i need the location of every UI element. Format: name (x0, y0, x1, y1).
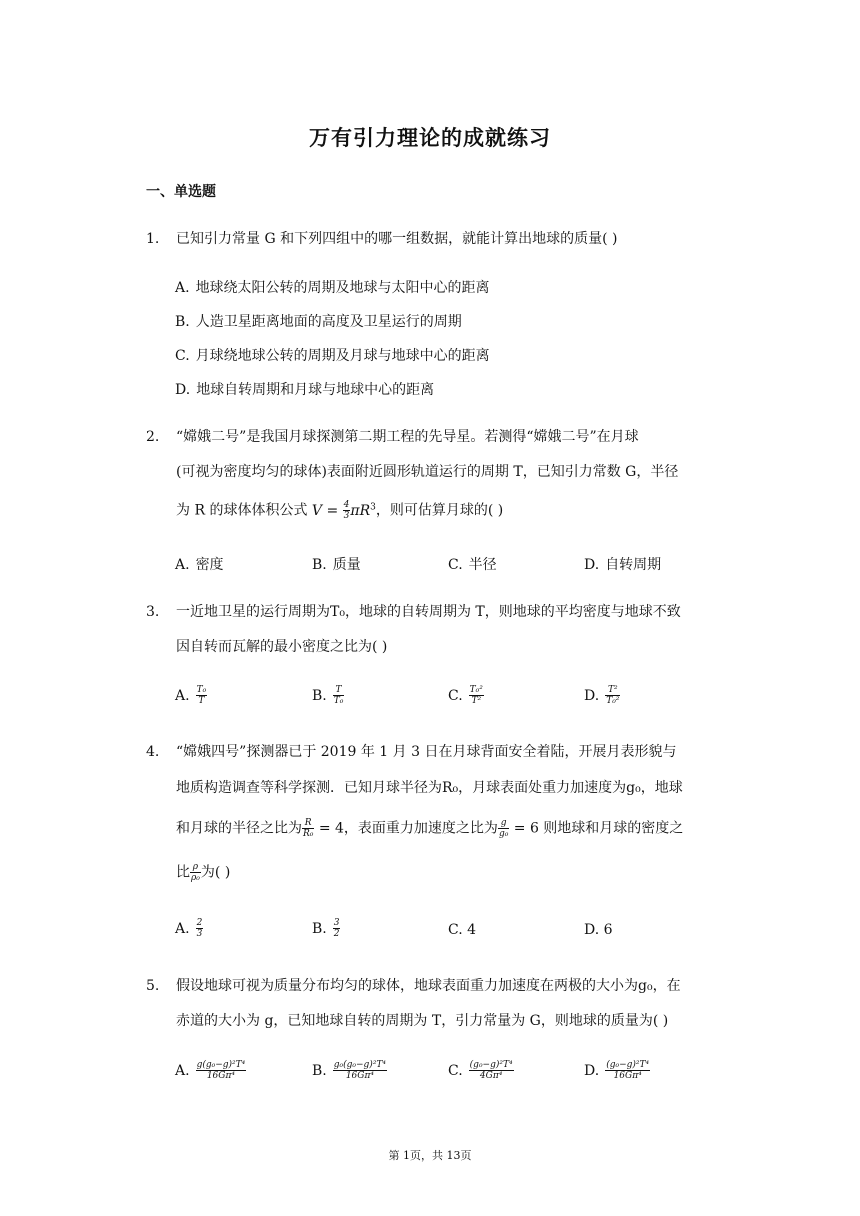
question-text: 和月球的半径之比为 $\frac{R}{\text{R₀}}$ = 4，表面重力加速度之比为 $\frac{g}{\text{g₀}}$ = 6 则地球和月球的密度之 (176, 818, 684, 839)
question-text: 为 R 的球体体积公式 V = $\frac{4}{3}$ $\pi R^3$，则可估算月球的( ) (176, 500, 504, 522)
option-d: D. 自转周期 (584, 557, 662, 573)
page-footer: 第 1页，共 13页 (388, 1149, 472, 1162)
question-text: 地质构造调查等科学探测．已知月球半径为R₀，月球表面处重力加速度为g₀，地球 (176, 780, 683, 796)
section-heading: 一、单选题 (146, 184, 216, 200)
option-b: B. $\frac{T}{\text{T₀}}$ (312, 685, 344, 706)
option-b: B. 质量 (312, 557, 361, 573)
question-text: “嫦娥二号”是我国月球探测第二期工程的先导星。若测得“嫦娥二号”在月球 (176, 429, 639, 445)
question-text: 已知引力常量 G 和下列四组中的哪一组数据，就能计算出地球的质量( ) (176, 231, 618, 247)
option-a: A. $\frac{2}{3}$ (175, 918, 203, 939)
question-number: 3. (146, 604, 160, 620)
option-a: A. $\frac{\text{T₀}}{T}$ (175, 685, 207, 706)
option-d: D. 6 (584, 922, 613, 938)
question-number: 1. (146, 231, 160, 247)
option-d: D. $\frac{\text{T²}}{\text{T₀²}}$ (584, 685, 620, 706)
question-text: 假设地球可视为质量分布均匀的球体，地球表面重力加速度在两极的大小为g₀，在 (176, 978, 681, 994)
option-c: C. $\frac{\text{(g₀−g)²T⁴}}{\text{4Gπ⁴}}$ (448, 1060, 513, 1081)
question-number: 5. (146, 978, 160, 994)
option-d: D. 地球自转周期和月球与地球中心的距离 (175, 382, 435, 398)
option-c: C. 半径 (448, 557, 497, 573)
question-text: 比 $\frac{\rho}{\text{ρ₀}}$ 为( ) (176, 862, 231, 883)
option-c: C. 4 (448, 922, 477, 938)
question-text: 赤道的大小为 g，已知地球自转的周期为 T，引力常量为 G，则地球的质量为( ) (176, 1013, 669, 1029)
option-c: C. 月球绕地球公转的周期及月球与地球中心的距离 (175, 348, 490, 364)
question-text: 一近地卫星的运行周期为T₀，地球的自转周期为 T，则地球的平均密度与地球不致 (176, 604, 681, 620)
question-number: 4. (146, 744, 160, 760)
volume-formula: V = $\frac{4}{3}$ $\pi R^3$ (311, 500, 376, 522)
option-a: A. 密度 (175, 557, 224, 573)
question-text: (可视为密度均匀的球体)表面附近圆形轨道运行的周期 T，已知引力常数 G，半径 (176, 464, 679, 480)
option-a: A. $\frac{\text{g(g₀−g)²T⁴}}{\text{16Gπ⁴}}$ (175, 1060, 246, 1081)
question-number: 2. (146, 429, 160, 445)
option-a: A. 地球绕太阳公转的周期及地球与太阳中心的距离 (175, 280, 490, 296)
option-b: B. $\frac{\text{g₀(g₀−g)²T⁴}}{\text{16Gπ⁴}}$ (312, 1060, 387, 1081)
page-title: 万有引力理论的成就练习 (309, 126, 551, 150)
question-text: 因自转而瓦解的最小密度之比为( ) (176, 639, 388, 655)
question-text: “嫦娥四号”探测器已于 2019 年 1 月 3 日在月球背面安全着陆，开展月表形貌与 (176, 744, 677, 760)
option-c: C. $\frac{\text{T₀²}}{\text{T²}}$ (448, 685, 483, 706)
option-d: D. $\frac{\text{(g₀−g)²T⁴}}{\text{16Gπ⁴}}$ (584, 1060, 650, 1081)
option-b: B. 人造卫星距离地面的高度及卫星运行的周期 (175, 314, 462, 330)
option-b: B. $\frac{3}{2}$ (312, 918, 340, 939)
